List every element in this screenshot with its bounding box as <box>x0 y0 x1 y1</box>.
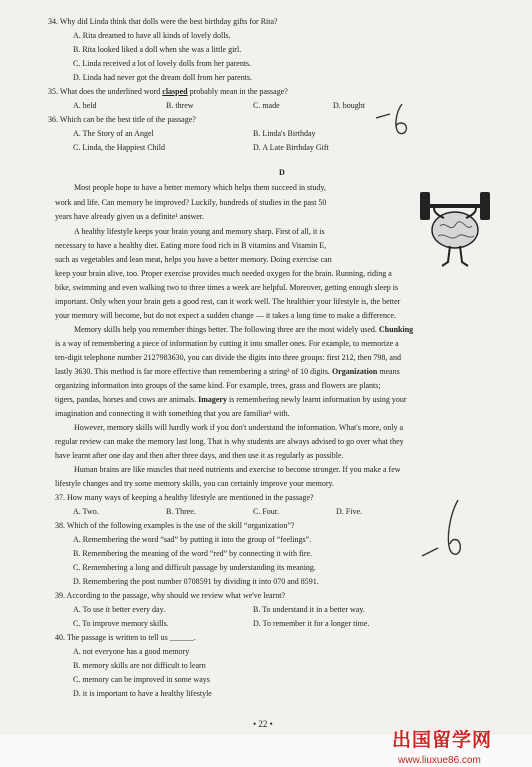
question-39-stem: 39. According to the passage, why should we review what we've learnt? <box>55 591 286 600</box>
watermark-site-name: 出国留学网 <box>392 729 493 751</box>
question-37-option-d: D. Five. <box>336 507 362 516</box>
question-38-stem: 38. Which of the following examples is the use of the skill “organization”? <box>55 521 295 530</box>
question-36-stem: 36. Which can be the best title of the passage? <box>48 115 196 124</box>
question-35-option-d: D. bought <box>333 101 365 110</box>
handwritten-mark-icon <box>418 496 478 566</box>
question-35-option-c: C. made <box>253 101 280 110</box>
underlined-word: clasped <box>162 87 188 96</box>
passage-p3-line2: is a way of remembering a piece of information by cutting it into smaller ones. For example, to memorize a <box>55 339 399 348</box>
passage-p3-line4: lastly 3630. This method is far more effective than remembering a string² of 10 digits. Organization means <box>55 367 400 376</box>
passage-p1-line1: Most people hope to have a better memory which helps them succeed in study, <box>74 183 326 192</box>
question-39-option-b: B. To understand it in a better way. <box>253 605 365 614</box>
passage-p4-line3: have learnt after one day and then after three days, and then use it as regularly as possible. <box>55 451 344 460</box>
term-imagery: Imagery <box>198 395 227 404</box>
passage-p2-line5: bike, swimming and even walking two to three times a week are helpful. Moreover, getting enough sleep is <box>55 283 399 292</box>
handwritten-mark-icon <box>372 100 432 140</box>
passage-p1-line3: years have already given us a definite¹ answer. <box>55 212 205 221</box>
passage-p3-line3: ten-digit telephone number 2127983630, you can divide the digits into three groups: first 212, then 798, and <box>55 353 401 362</box>
question-38-option-c: C. Remembering a long and difficult passage by understanding its meaning. <box>73 563 316 572</box>
question-35-stem: 35. What does the underlined word clasped probably mean in the passage? <box>48 87 288 96</box>
watermark-url: www.liuxue86.com <box>398 755 481 766</box>
question-36-option-b: B. Linda's Birthday <box>253 129 316 138</box>
question-37-option-a: A. Two. <box>73 507 99 516</box>
passage-p5-line1: Human brains are like muscles that need nutrients and exercise to become stronger. If you make a few <box>74 465 401 474</box>
passage-p3-line7: imagination and connecting it with something that you are familiar³ with. <box>55 409 290 418</box>
question-39-option-a: A. To use it better every day. <box>73 605 166 614</box>
passage-p3-line1: Memory skills help you remember things better. The following three are the most widely used. Chunking <box>74 325 414 334</box>
question-37-option-b: B. Three. <box>166 507 196 516</box>
question-34-option-a: A. Rita dreamed to have all kinds of lovely dolls. <box>73 31 231 40</box>
term-organization: Organization <box>331 367 378 376</box>
question-37-option-c: C. Four. <box>253 507 280 516</box>
question-40-stem: 40. The passage is written to tell us ______. <box>55 633 196 642</box>
question-34-option-d: D. Linda had never got the dream doll from her parents. <box>73 73 253 82</box>
question-35-option-a: A. held <box>73 101 97 110</box>
passage-p2-line7: your memory will become, but do not expect a sudden change — it takes a long time to make a difference. <box>55 311 397 320</box>
question-40-option-c: C. memory can be improved in some ways <box>73 675 210 684</box>
question-38-option-a: A. Remembering the word “sad” by putting it into the group of “feelings”. <box>73 535 312 544</box>
question-38-option-b: B. Remembering the meaning of the word “red” by connecting it with fire. <box>73 549 313 558</box>
question-34-option-c: C. Linda received a lot of lovely dolls from her parents. <box>73 59 252 68</box>
question-39-option-c: C. To improve memory skills. <box>73 619 169 628</box>
passage-p3-line6: tigers, pandas, horses and cows are animals. Imagery is remembering newly learnt information by using your <box>55 395 407 404</box>
question-36-option-d: D. A Late Birthday Gift <box>253 143 329 152</box>
question-34-option-b: B. Rita looked liked a doll when she was a little girl. <box>73 45 242 54</box>
section-label: D <box>279 168 285 177</box>
question-39-option-d: D. To remember it for a longer time. <box>253 619 370 628</box>
question-37-stem: 37. How many ways of keeping a healthy lifestyle are mentioned in the passage? <box>55 493 314 502</box>
passage-p4-line1: However, memory skills will hardly work if you don't understand the information. What's more, only a <box>74 423 404 432</box>
passage-p5-line2: lifestyle changes and try some memory skills, you can certainly improve your memory. <box>55 479 334 488</box>
question-40-option-a: A. not everyone has a good memory <box>73 647 190 656</box>
question-36-option-c: C. Linda, the Happiest Child <box>73 143 165 152</box>
passage-p2-line3: such as vegetables and lean meat, helps you have a better memory. Doing exercise can <box>55 255 332 264</box>
passage-p2-line2: necessary to have a healthy diet. Eating more food rich in B vitamins and Vitamin E, <box>55 241 327 250</box>
question-40-option-b: B. memory skills are not difficult to learn <box>73 661 206 670</box>
passage-p2-line1: A healthy lifestyle keeps your brain young and memory sharp. First of all, it is <box>74 227 325 236</box>
question-35-option-b: B. threw <box>166 101 194 110</box>
passage-p4-line2: regular review can make the memory last long. That is why students are always advised to go over what they <box>55 437 404 446</box>
question-38-option-d: D. Remembering the post number 0708591 by dividing it into 070 and 8591. <box>73 577 319 586</box>
passage-p3-line5: organizing information into groups of the same kind. For example, trees, grass and flowers are plants; <box>55 381 381 390</box>
page-number: • 22 • <box>253 719 273 729</box>
question-40-option-d: D. it is important to have a healthy lifestyle <box>73 689 212 698</box>
passage-p2-line6: important. Only when your brain gets a good rest, can it work well. The healthier your lifestyle is, the better <box>55 297 401 306</box>
question-34-stem: 34. Why did Linda think that dolls were the best birthday gifts for Rita? <box>48 17 278 26</box>
passage-p1-line2: work and life. Can memory be improved? Luckily, hundreds of studies in the past 50 <box>55 198 327 207</box>
term-chunking: Chunking <box>378 325 414 334</box>
brain-lifting-weights-icon <box>420 186 490 268</box>
question-36-option-a: A. The Story of an Angel <box>73 129 154 138</box>
passage-p2-line4: keep your brain alive, too. Proper exercise provides much needed oxygen for the brain. Running, riding a <box>55 269 392 278</box>
